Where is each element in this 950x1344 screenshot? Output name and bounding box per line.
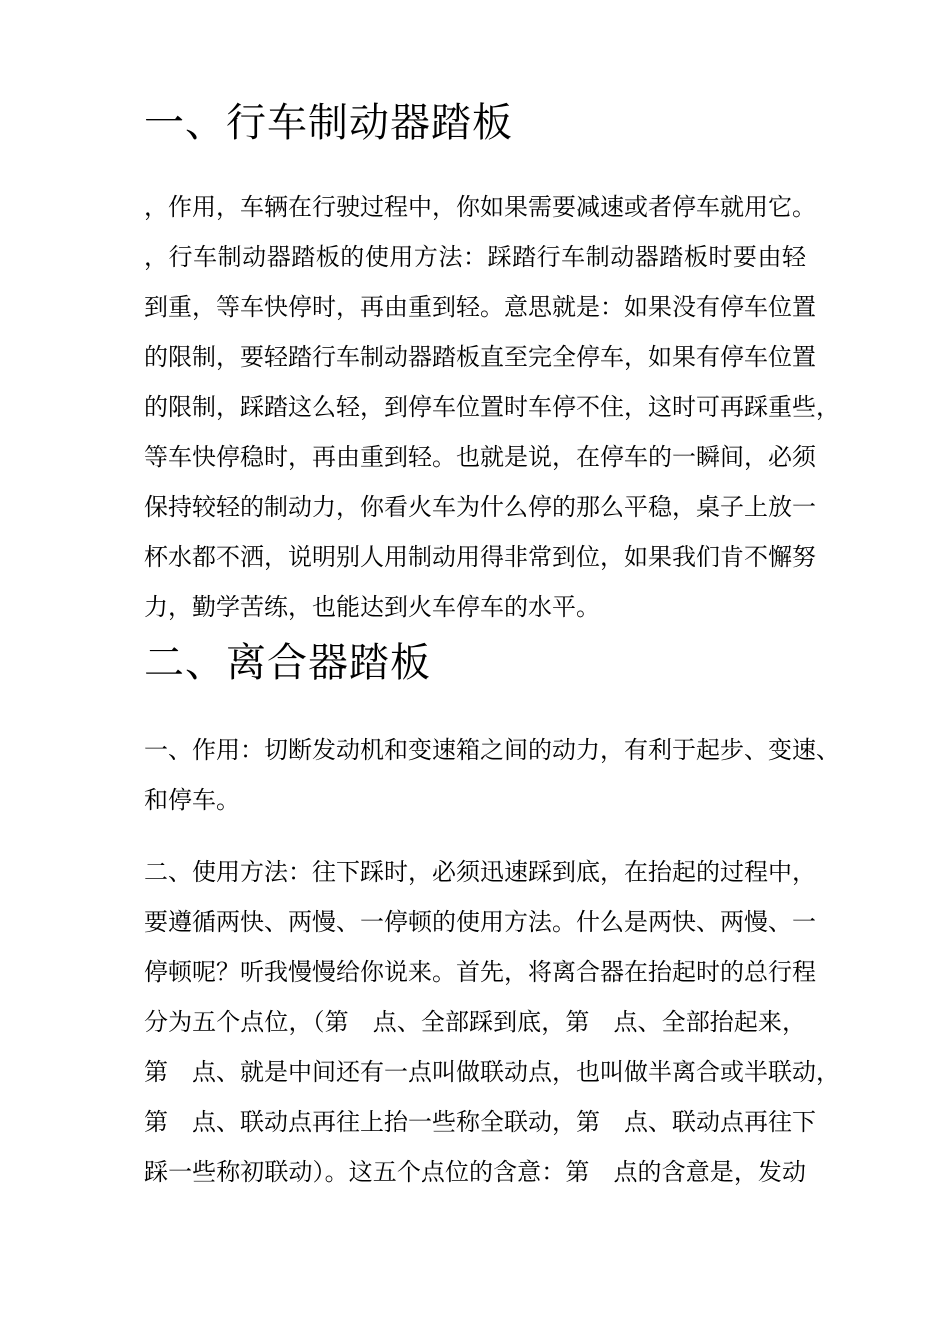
section1-line: ，作用，车辆在行驶过程中，你如果需要减速或者停车就用它。 bbox=[144, 193, 816, 221]
section2-para2-line: 第 点、就是中间还有一点叫做联动点，也叫做半离合或半联动， bbox=[144, 1058, 840, 1086]
section2-para2-line: 踩一些称初联动）。这五个点位的含意：第 点的含意是，发动 bbox=[144, 1158, 806, 1186]
section2-para2-line: 第 点、联动点再往上抬一些称全联动，第 点、联动点再往下 bbox=[144, 1108, 816, 1136]
section1-line: 杯水都不洒，说明别人用制动用得非常到位，如果我们肯不懈努 bbox=[144, 543, 816, 571]
section2-para2-line: 二、使用方法：往下踩时，必须迅速踩到底，在抬起的过程中， bbox=[144, 858, 816, 886]
section1-heading: 一、行车制动器踏板 bbox=[144, 100, 513, 146]
section2-heading: 二、离合器踏板 bbox=[144, 640, 431, 686]
section1-line: 力，勤学苦练，也能达到火车停车的水平。 bbox=[144, 593, 600, 621]
section1-line: 等车快停稳时，再由重到轻。也就是说，在停车的一瞬间，必须 bbox=[144, 443, 816, 471]
section1-line: 的限制，踩踏这么轻，到停车位置时车停不住，这时可再踩重些， bbox=[144, 393, 840, 421]
section1-line: 的限制，要轻踏行车制动器踏板直至完全停车，如果有停车位置 bbox=[144, 343, 816, 371]
section1-line: 保持较轻的制动力，你看火车为什么停的那么平稳，桌子上放一 bbox=[144, 493, 816, 521]
section2-para1-line: 和停车。 bbox=[144, 786, 240, 814]
section1-line: ，行车制动器踏板的使用方法：踩踏行车制动器踏板时要由轻 bbox=[144, 243, 806, 271]
section2-para2-line: 分为五个点位，（第 点、全部踩到底，第 点、全部抬起来， bbox=[144, 1008, 806, 1036]
section2-para2-line: 停顿呢？听我慢慢给你说来。首先，将离合器在抬起时的总行程 bbox=[144, 958, 816, 986]
section2-para1-line: 一、作用：切断发动机和变速箱之间的动力，有利于起步、变速、 bbox=[144, 736, 840, 764]
section1-line: 到重，等车快停时，再由重到轻。意思就是：如果没有停车位置 bbox=[144, 293, 816, 321]
section2-para2-line: 要遵循两快、两慢、一停顿的使用方法。什么是两快、两慢、一 bbox=[144, 908, 816, 936]
